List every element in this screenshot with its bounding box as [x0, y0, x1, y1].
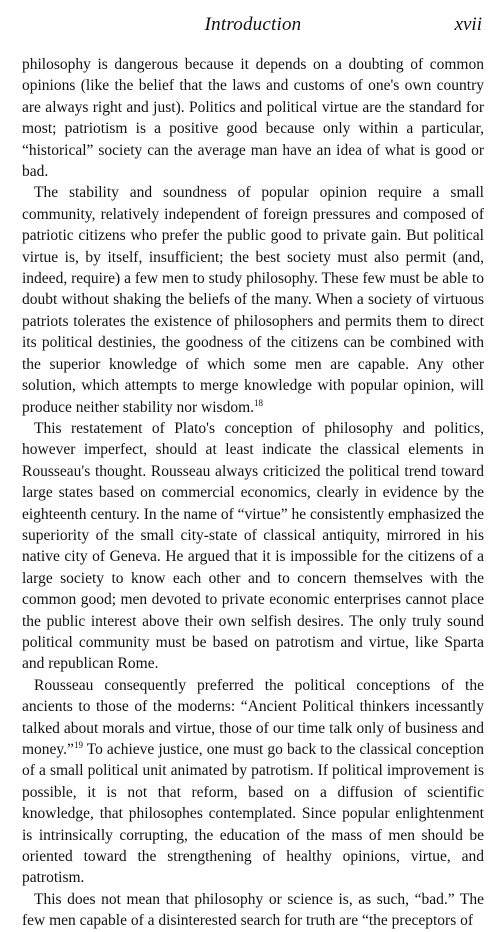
paragraph-text: philosophy is dangerous because it depends on a doubting of common opinions (like the belief that the laws and customs of one's own country are always right and just). Politics and political virtue are the standard for most; patriotism is a positive good because only within a particular, “historical” society can the average man have an idea of what is good or bad. — [22, 56, 484, 181]
paragraph-2 — [22, 182, 484, 417]
paragraph-text: Rousseau consequently preferred the political conceptions of the ancients to those of the moderns: “Ancient Political thinkers incessantly talked about morals and virtue, those of our time talk only of business and money.” — [22, 676, 484, 758]
paragraph-text: The stability and soundness of popular opinion require a small community, relatively independent of foreign pressures and composed of patriotic citizens who prefer the public good to private gain. But political virtue is, by itself, insufficient; the best society must also permit (and, indeed, require) a few men to study philosophy. These few must be able to doubt without shaking the beliefs of the many. When a society of virtuous patriots tolerates the existence of philosophers and permits them to direct its political destinies, the goodness of the citizens can be combined with the superior knowledge of which some men are capable. Any other solution, which attempts to merge knowledge with popular opinion, will produce neither stability nor wisdom. — [22, 184, 484, 416]
paragraph-text: This does not mean that philosophy or science is, as such, “bad.” The few men capable of a disinterested search for truth are “the preceptors of — [22, 890, 484, 930]
paragraph-3 — [22, 418, 484, 675]
body-text — [22, 54, 484, 932]
footnote-marker: 19 — [73, 739, 83, 750]
paragraph-5 — [22, 889, 484, 932]
paragraph-text-continued: To achieve justice, one must go back to the classical conception of a small political unit animated by patrotism. If political improvement is possible, it is not that reform, based on a diffusion of scientific knowledge, that philosophes contemplated. Since popular enlightenment is intrinsically corrupting, the education of the mass of men should be oriented toward the strengthening of healthy opinions, virtue, and patrotism. — [22, 741, 484, 887]
running-header — [22, 14, 484, 40]
page-number: xvii — [454, 14, 482, 35]
footnote-marker: 18 — [254, 397, 264, 408]
paragraph-text: This restatement of Plato's conception of philosophy and politics, however imperfect, should at least indicate the classical elements in Rousseau's thought. Rousseau always criticized the political trend toward large states based on commercial economics, clearly in evidence by the eighteenth century. In the name of “virtue” he consistently emphasized the superiority of the small city-state of classical antiquity, mirrored in his native city of Geneva. He argued that it is impossible for the citizens of a large society to know each other and to concern themselves with the common good; men devoted to private economic enterprises cannot place the public interest above their own selfish desires. The only truly sound political community must be based on patrotism and virtue, like Sparta and republican Rome. — [22, 419, 484, 673]
running-title: Introduction — [204, 14, 302, 35]
paragraph-1 — [22, 54, 484, 182]
paragraph-4 — [22, 675, 484, 889]
